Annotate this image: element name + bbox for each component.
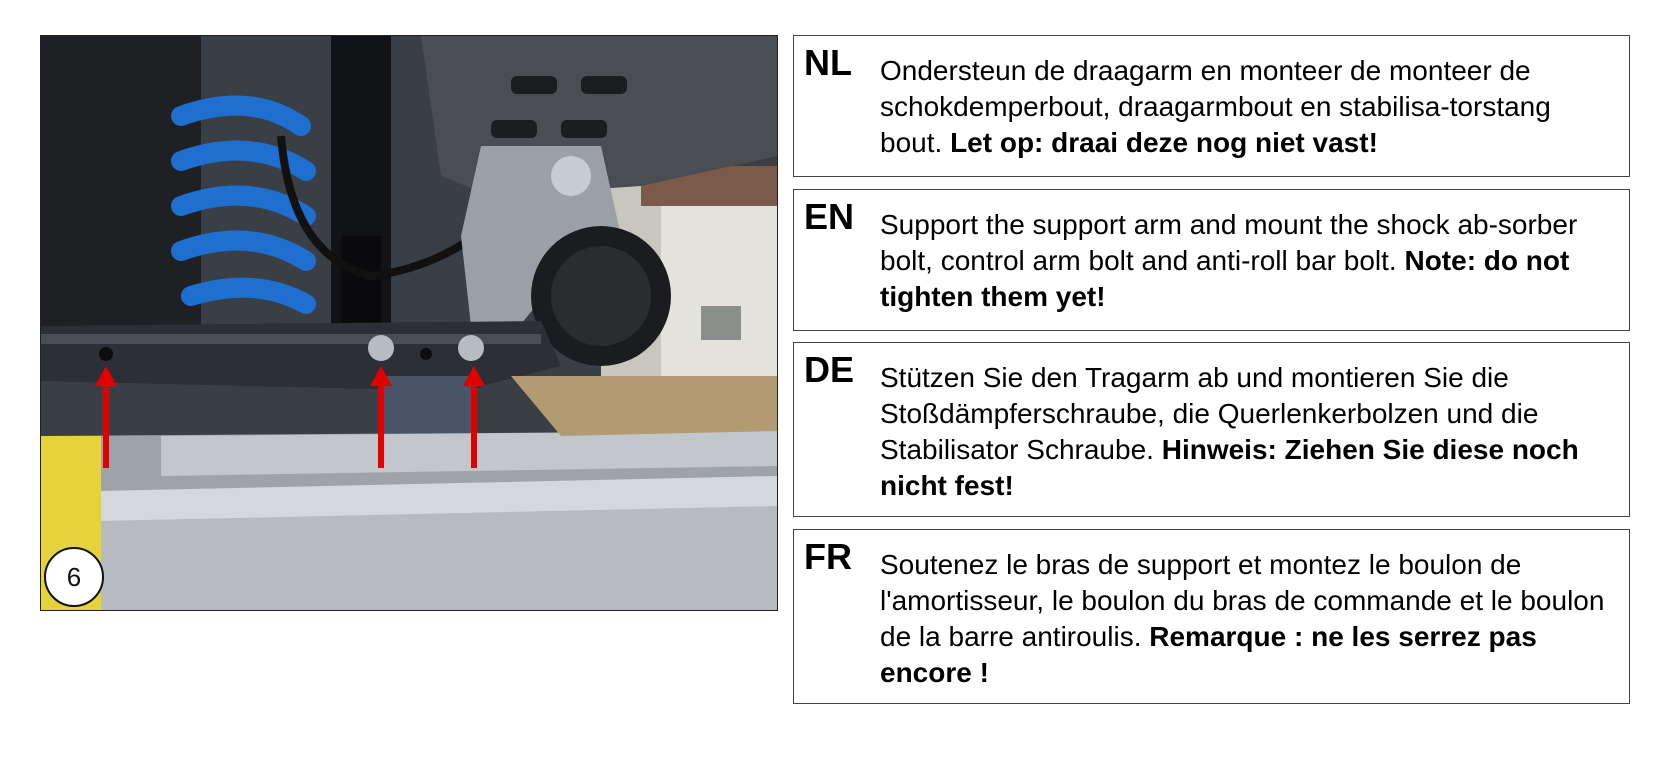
step-number-badge: 6 — [44, 547, 104, 607]
instruction-note: Let op: draai deze nog niet vast! — [950, 127, 1378, 158]
instruction-text — [880, 36, 1629, 176]
instruction-body: Support the support arm and mount the shock ab-sorber bolt, control arm bolt and anti-roll bar bolt. — [880, 209, 1578, 276]
photo-illustration — [41, 36, 777, 610]
instruction-body: Soutenez le bras de support et montez le boulon de l'amortisseur, le boulon du bras de commande et le boulon de la barre antiroulis. — [880, 549, 1605, 652]
instruction-box-nl — [793, 35, 1630, 177]
instruction-note: Remarque : ne les serrez pas encore ! — [880, 621, 1537, 688]
instruction-box-de — [793, 342, 1630, 517]
instruction-box-en — [793, 189, 1630, 331]
instruction-body: Ondersteun de draagarm en monteer de monteer de schokdemperbout, draagarmbout en stabilisa-torstang bout. — [880, 55, 1551, 158]
instruction-note: Note: do not tighten them yet! — [880, 245, 1570, 312]
instruction-text — [880, 343, 1629, 516]
suspension-photo — [40, 35, 778, 611]
instruction-text — [880, 530, 1629, 703]
instruction-box-fr — [793, 529, 1630, 704]
language-code: FR — [804, 536, 852, 577]
instruction-body: Stützen Sie den Tragarm ab und montieren Sie die Stoßdämpferschraube, die Querlenkerbolzen und die Stabilisator Schraube. — [880, 362, 1539, 465]
language-code: NL — [804, 42, 852, 83]
language-code: EN — [804, 196, 855, 237]
language-code: DE — [804, 349, 855, 390]
instruction-text — [880, 190, 1629, 330]
instruction-note: Hinweis: Ziehen Sie diese noch nicht fest! — [880, 434, 1579, 501]
